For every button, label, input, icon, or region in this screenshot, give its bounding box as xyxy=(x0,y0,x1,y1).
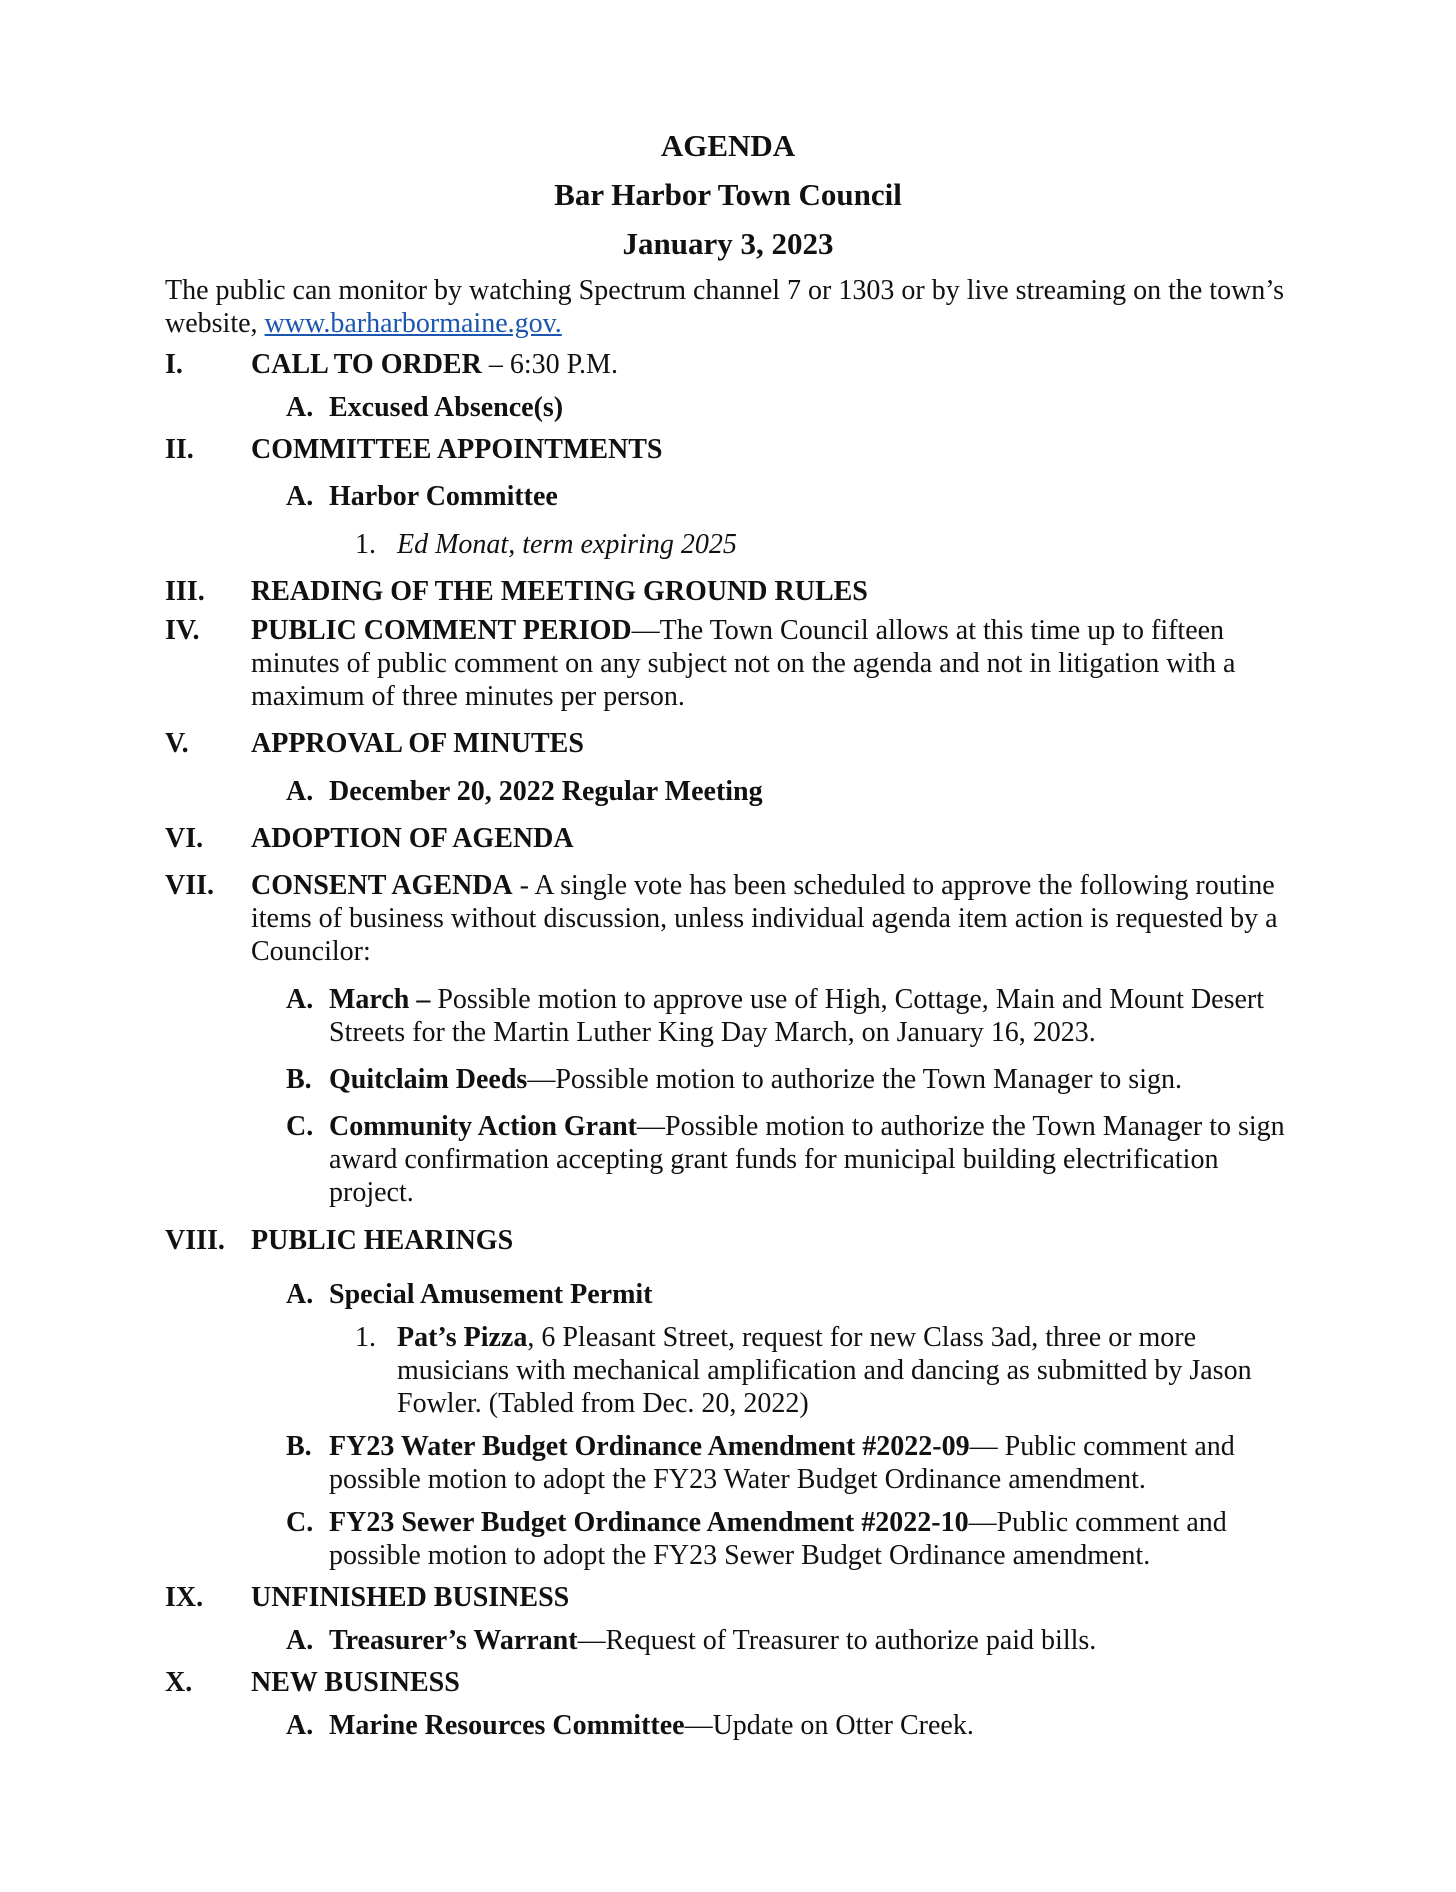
item-harbor-committee: Harbor Committee xyxy=(329,481,558,512)
section-committee-appointments: COMMITTEE APPOINTMENTS xyxy=(251,434,663,465)
section-number-viii: VIII. xyxy=(165,1225,225,1256)
subitem-text-line: Fowler. (Tabled from Dec. 20, 2022) xyxy=(397,1388,809,1419)
item-letter: A. xyxy=(286,392,314,423)
subitem-text-line: musicians with mechanical amplification and dancing as submitted by Jason xyxy=(397,1355,1252,1386)
item-text: Possible motion to approve use of High, Cottage, Main and Mount Desert xyxy=(430,984,1265,1015)
item-text: —Public comment and xyxy=(968,1507,1227,1538)
section-call-to-order xyxy=(251,348,618,381)
item-letter: A. xyxy=(286,1625,314,1656)
item-letter: A. xyxy=(286,1710,314,1741)
section-title: PUBLIC COMMENT PERIOD xyxy=(251,615,632,646)
item-letter: A. xyxy=(286,776,314,807)
section-number-vii: VII. xyxy=(165,870,215,901)
item-title: Community Action Grant xyxy=(329,1111,637,1142)
section-title: CONSENT AGENDA xyxy=(251,870,513,901)
section-number-iv: IV. xyxy=(165,615,200,646)
intro-line-2 xyxy=(165,307,562,340)
section-title: CALL TO ORDER xyxy=(251,349,482,380)
item-water-budget xyxy=(329,1430,1235,1463)
section-text-line: Councilor: xyxy=(251,936,371,967)
section-time: – 6:30 P.M. xyxy=(481,349,618,380)
section-number-vi: VI. xyxy=(165,823,204,854)
item-marine-resources xyxy=(329,1709,974,1742)
section-text: —The Town Council allows at this time up to fifteen xyxy=(631,615,1225,646)
item-title: March – xyxy=(329,984,431,1015)
item-text-line: Streets for the Martin Luther King Day March, on January 16, 2023. xyxy=(329,1017,1096,1048)
subitem-number: 1. xyxy=(355,529,376,560)
section-public-hearings: PUBLIC HEARINGS xyxy=(251,1225,514,1256)
item-title: FY23 Water Budget Ordinance Amendment #2022-09 xyxy=(329,1431,970,1462)
intro-line-1: The public can monitor by watching Spectrum channel 7 or 1303 or by live streaming on the town’s xyxy=(165,275,1284,306)
item-community-action-grant xyxy=(329,1110,1285,1143)
item-text-line: award confirmation accepting grant funds for municipal building electrification xyxy=(329,1144,1219,1175)
item-march xyxy=(329,983,1264,1016)
section-text-line: minutes of public comment on any subject not on the agenda and not in litigation with a xyxy=(251,648,1236,679)
item-text: —Possible motion to authorize the Town Manager to sign xyxy=(637,1111,1285,1142)
intro-prefix: website, xyxy=(165,308,265,339)
section-new-business: NEW BUSINESS xyxy=(251,1667,460,1698)
item-text: — Public comment and xyxy=(969,1431,1235,1462)
item-letter: A. xyxy=(286,481,314,512)
item-text: —Request of Treasurer to authorize paid bills. xyxy=(577,1625,1097,1656)
section-adoption-of-agenda: ADOPTION OF AGENDA xyxy=(251,823,574,854)
item-title: FY23 Sewer Budget Ordinance Amendment #2022-10 xyxy=(329,1507,969,1538)
subitem-ed-monat: Ed Monat, term expiring 2025 xyxy=(397,529,737,560)
item-letter: A. xyxy=(286,1279,314,1310)
item-title: Marine Resources Committee xyxy=(329,1710,685,1741)
subitem-number: 1. xyxy=(355,1322,376,1353)
meeting-date: January 3, 2023 xyxy=(622,226,834,261)
item-text-line: possible motion to adopt the FY23 Sewer Budget Ordinance amendment. xyxy=(329,1540,1151,1571)
item-text: —Update on Otter Creek. xyxy=(684,1710,974,1741)
section-number-ix: IX. xyxy=(165,1582,204,1613)
item-letter: A. xyxy=(286,984,314,1015)
subitem-title: Pat’s Pizza xyxy=(397,1322,528,1353)
website-link[interactable]: www.barharbormaine.gov. xyxy=(264,308,562,339)
item-title: Treasurer’s Warrant xyxy=(329,1625,578,1656)
item-excused-absences: Excused Absence(s) xyxy=(329,392,564,423)
item-quitclaim-deeds xyxy=(329,1063,1182,1096)
agenda-title: AGENDA xyxy=(660,128,796,163)
section-ground-rules: READING OF THE MEETING GROUND RULES xyxy=(251,576,868,607)
section-approval-of-minutes: APPROVAL OF MINUTES xyxy=(251,728,584,759)
item-letter: C. xyxy=(286,1507,314,1538)
section-number-v: V. xyxy=(165,728,189,759)
section-text: - A single vote has been scheduled to approve the following routine xyxy=(512,870,1275,901)
item-sewer-budget xyxy=(329,1506,1227,1539)
subitem-pats-pizza xyxy=(397,1321,1196,1354)
section-consent-agenda xyxy=(251,869,1275,902)
item-special-amusement-permit: Special Amusement Permit xyxy=(329,1279,653,1310)
item-text-line: possible motion to adopt the FY23 Water Budget Ordinance amendment. xyxy=(329,1464,1146,1495)
item-letter: C. xyxy=(286,1111,314,1142)
item-text-line: project. xyxy=(329,1177,414,1208)
item-december-meeting: December 20, 2022 Regular Meeting xyxy=(329,776,763,807)
section-number-ii: II. xyxy=(165,434,194,465)
item-letter: B. xyxy=(286,1431,312,1462)
item-treasurers-warrant xyxy=(329,1624,1096,1657)
item-text: —Possible motion to authorize the Town Manager to sign. xyxy=(527,1064,1182,1095)
section-number-x: X. xyxy=(165,1667,193,1698)
section-text-line: items of business without discussion, unless individual agenda item action is requested by a xyxy=(251,903,1278,934)
item-title: Quitclaim Deeds xyxy=(329,1064,528,1095)
section-public-comment xyxy=(251,614,1224,647)
section-unfinished-business: UNFINISHED BUSINESS xyxy=(251,1582,570,1613)
section-text-line: maximum of three minutes per person. xyxy=(251,681,685,712)
council-name: Bar Harbor Town Council xyxy=(554,177,902,212)
section-number-iii: III. xyxy=(165,576,205,607)
subitem-text: , 6 Pleasant Street, request for new Class 3ad, three or more xyxy=(527,1322,1197,1353)
section-number-i: I. xyxy=(165,349,183,380)
item-letter: B. xyxy=(286,1064,312,1095)
